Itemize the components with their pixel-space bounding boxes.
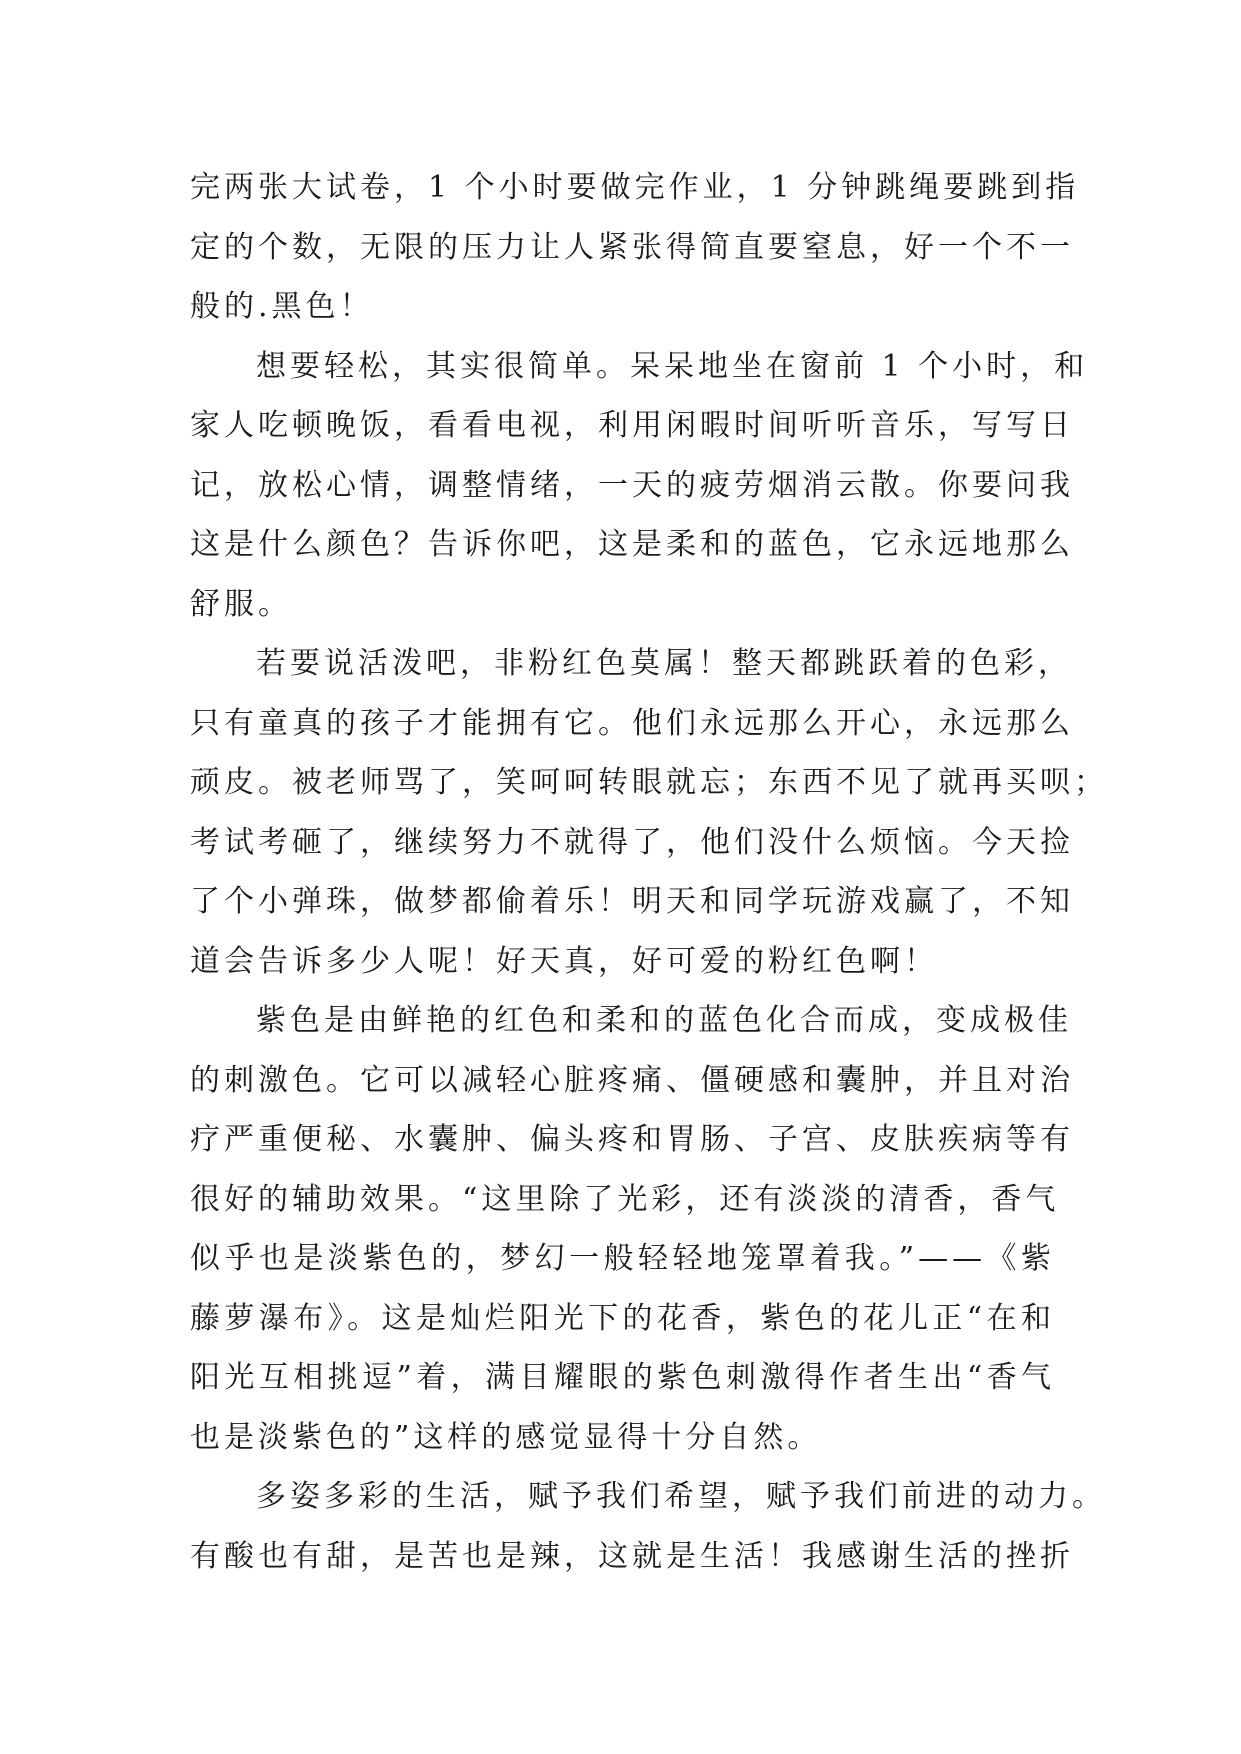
text-line: 记，放松心情，调整情绪，一天的疲劳烟消云散。你要问我 <box>190 467 1074 503</box>
essay-body <box>190 158 1108 1586</box>
text-line: 般的.黑色！ <box>190 289 374 324</box>
text-line: 疗严重便秘、水囊肿、偏头疼和胃肠、子宫、皮肤疾病等有 <box>190 1122 1074 1157</box>
text-line: 的刺激色。它可以减轻心脏疼痛、僵硬感和囊肿，并且对治 <box>190 1062 1074 1098</box>
text-line: 这是什么颜色？告诉你吧，这是柔和的蓝色，它永远地那么 <box>190 527 1074 562</box>
text-line: 了个小弹珠，做梦都偷着乐！明天和同学玩游戏赢了，不知 <box>190 884 1074 919</box>
text-line: 想要轻松，其实很简单。呆呆地坐在窗前 1 个小时，和 <box>256 348 1089 384</box>
paragraph-5 <box>190 1467 1106 1586</box>
text-line: 完两张大试卷，1 个小时要做完作业，1 分钟跳绳要跳到指 <box>190 170 1080 205</box>
text-line: 似乎也是淡紫色的，梦幻一般轻轻地笼罩着我。”——《紫 <box>190 1241 1055 1276</box>
text-line: 也是淡紫色的”这样的感觉显得十分自然。 <box>190 1419 822 1455</box>
text-line: 考试考砸了，继续努力不就得了，他们没什么烦恼。今天捡 <box>190 824 1074 860</box>
text-line: 多姿多彩的生活，赋予我们希望，赋予我们前进的动力。 <box>256 1479 1106 1514</box>
text-line: 有酸也有甜，是苦也是辣，这就是生活！我感谢生活的挫折 <box>190 1538 1074 1574</box>
text-line: 很好的辅助效果。“这里除了光彩，还有淡淡的清香，香气 <box>190 1181 1060 1217</box>
text-line: 紫色是由鲜艳的红色和柔和的蓝色化合而成，变成极佳 <box>256 1003 1072 1038</box>
text-line: 道会告诉多少人呢！好天真，好可爱的粉红色啊！ <box>190 943 938 979</box>
text-line: 只有童真的孩子才能拥有它。他们永远那么开心，永远那么 <box>190 705 1074 741</box>
text-line: 阳光互相挑逗”着，满目耀眼的紫色刺激得作者生出“香气 <box>190 1360 1055 1395</box>
text-line: 顽皮。被老师骂了，笑呵呵转眼就忘；东西不见了就再买呗； <box>190 765 1108 800</box>
text-line: 定的个数，无限的压力让人紧张得简直要窒息，好一个不一 <box>190 229 1074 265</box>
paragraph-2 <box>190 337 1089 635</box>
text-line: 若要说活泼吧，非粉红色莫属！整天都跳跃着的色彩， <box>256 646 1072 681</box>
paragraph-4 <box>190 991 1074 1467</box>
text-line: 家人吃顿晚饭，看看电视，利用闲暇时间听听音乐，写写日 <box>190 408 1074 443</box>
paragraph-1 <box>190 158 1080 337</box>
paragraph-3 <box>190 634 1108 991</box>
text-line: 藤萝瀑布》。这是灿烂阳光下的花香，紫色的花儿正“在和 <box>190 1300 1055 1336</box>
text-line: 舒服。 <box>190 586 292 622</box>
